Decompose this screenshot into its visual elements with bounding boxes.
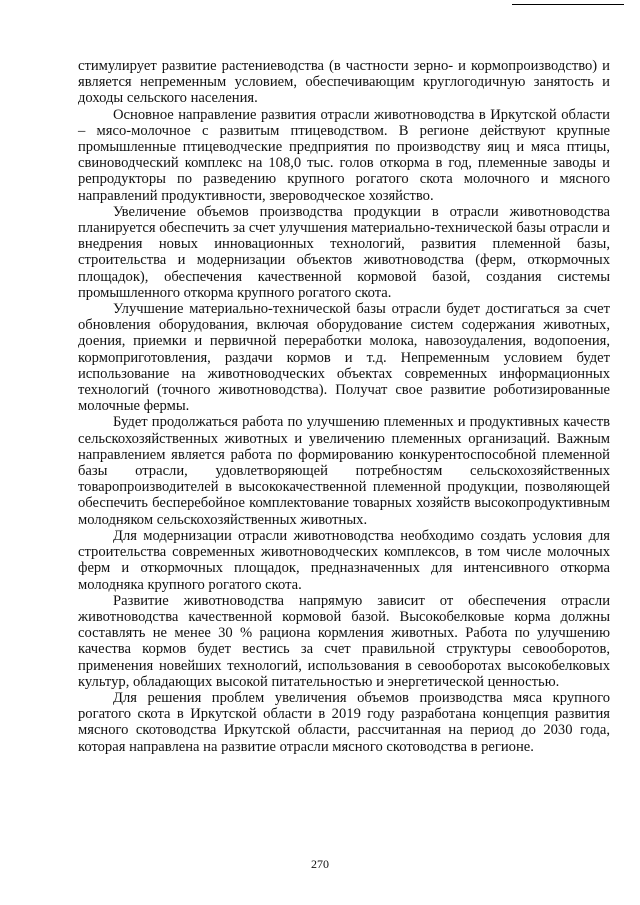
paragraph-technical-base: Улучшение материально-технической базы отрасли будет достигаться за счет обновления оборудования, включая оборудование систем содержания животных, доения, приемки и первичной переработки молока, навозоудаления, водопоения, кормоприготовления, раздачи кормов и т.д. Непременным условием будет использование на животноводческих объектах современных информационных технологий (точного животноводства). Получат свое развитие роботизированные молочные фермы. [78, 301, 610, 415]
header-rule [512, 4, 624, 5]
paragraph-feed-base: Развитие животноводства напрямую зависит от обеспечения отрасли животноводства качественной кормовой базой. Высокобелковые корма должны составлять не менее 30 % рациона кормления животных. Работа по улучшению качества кормов будет вестись за счет правильной структуры севооборотов, применения новейших технологий, использования в севооборотах высокобелковых культур, обладающих высокой питательностью и энергетической ценностью. [78, 592, 610, 690]
page-number: 270 [311, 857, 329, 871]
body-text [78, 58, 610, 755]
paragraph-production-increase: Увеличение объемов производства продукции в отрасли животноводства планируется обеспечить за счет улучшения материально-технической базы отрасли и внедрения новых инновационных технологий, развития племенной базы, строительства и модернизации объектов животноводства (ферм, откормочных площадок), обеспечения качественной кормовой базой, создания системы промышленного откорма крупного рогатого скота. [78, 203, 610, 301]
paragraph-livestock-direction: Основное направление развития отрасли животноводства в Иркутской области – мясо-молочное с развитым птицеводством. В регионе действуют крупные промышленные птицеводческие предприятия по производству яиц и мяса птицы, свиноводческий комплекс на 108,0 тыс. голов откорма в год, племенные заводы и репродукторы по разведению крупного рогатого скота молочного и мясного направлений продуктивности, звероводческое хозяйство. [78, 106, 610, 204]
paragraph-beef-concept: Для решения проблем увеличения объемов производства мяса крупного рогатого скота в Иркутской области в 2019 году разработана концепция развития мясного скотоводства Иркутской области, рассчитанная на период до 2030 года, которая направлена на развитие отрасли мясного скотоводства в регионе. [78, 689, 610, 755]
paragraph-breeding: Будет продолжаться работа по улучшению племенных и продуктивных качеств сельскохозяйственных животных и увеличению племенных организаций. Важным направлением является работа по формированию конкурентоспособной племенной базы отрасли, удовлетворяющей потребностям сельскохозяйственных товаропроизводителей в высококачественной племенной продукции, позволяющей обеспечить бесперебойное комплектование товарных хозяйств высокопродуктивным молодняком сельскохозяйственных животных. [78, 414, 610, 528]
paragraph-modernization: Для модернизации отрасли животноводства необходимо создать условия для строительства современных животноводческих комплексов, в том числе молочных ферм и откормочных площадок, предназначенных для интенсивного откорма молодняка крупного рогатого скота. [78, 527, 610, 593]
paragraph-continuation: стимулирует развитие растениеводства (в частности зерно- и кормопроизводство) и является непременным условием, обеспечивающим круглогодичную занятость и доходы сельского населения. [78, 58, 610, 107]
